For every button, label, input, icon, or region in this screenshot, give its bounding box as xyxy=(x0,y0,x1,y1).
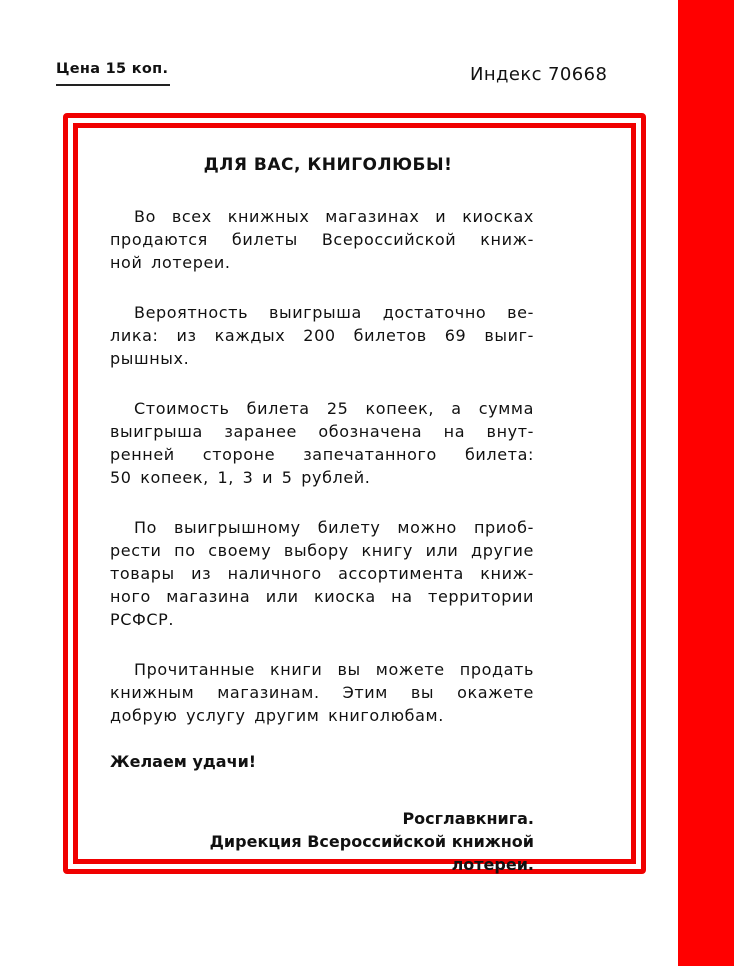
paragraph-line: рести по своему выбору книгу или другие xyxy=(110,541,534,560)
notice-content xyxy=(110,155,534,876)
paragraph-line: добрую услугу другим книголюбам. xyxy=(110,706,444,725)
price-label: Цена 15 коп. xyxy=(56,61,169,77)
red-edge-strip xyxy=(678,0,734,966)
paragraph-4 xyxy=(110,516,534,631)
paragraph-line: 50 копеек, 1, 3 и 5 рублей. xyxy=(110,468,371,487)
index-label: Индекс 70668 xyxy=(470,64,608,85)
paragraph-line: рышных. xyxy=(110,349,190,368)
paragraph-line: Стоимость билета 25 копеек, а сумма xyxy=(134,399,534,418)
paragraph-line: ного магазина или киоска на территории xyxy=(110,587,534,606)
paragraph-line: Вероятность выигрыша достаточно ве- xyxy=(134,303,534,322)
paragraph-line: лика: из каждых 200 билетов 69 выиг- xyxy=(110,326,534,345)
paragraph-line: ной лотереи. xyxy=(110,253,231,272)
signature-line: лотереи. xyxy=(451,855,534,874)
paragraph-3 xyxy=(110,397,534,489)
paragraph-line: продаются билеты Всероссийской книж- xyxy=(110,230,534,249)
paragraph-line: Прочитанные книги вы можете продать xyxy=(134,660,534,679)
signature-block xyxy=(110,807,534,876)
good-luck-wish: Желаем удачи! xyxy=(110,752,257,771)
notice-title: ДЛЯ ВАС, КНИГОЛЮБЫ! xyxy=(203,155,453,175)
paragraph-line: ренней стороне запечатанного билета: xyxy=(110,445,534,464)
paragraph-line: По выигрышному билету можно приоб- xyxy=(134,518,534,537)
paragraph-line: товары из наличного ассортимента книж- xyxy=(110,564,534,583)
signature-line: Росглавкнига. xyxy=(402,809,534,828)
price-underline xyxy=(56,84,170,86)
paragraph-line: РСФСР. xyxy=(110,610,175,629)
paragraph-5 xyxy=(110,658,534,727)
paragraph-line: книжным магазинам. Этим вы окажете xyxy=(110,683,534,702)
paragraph-2 xyxy=(110,301,534,370)
paragraph-line: Во всех книжных магазинах и киосках xyxy=(134,207,534,226)
signature-line: Дирекция Всероссийской книжной xyxy=(209,832,534,851)
paragraph-line: выигрыша заранее обозначена на внут- xyxy=(110,422,534,441)
paragraph-1 xyxy=(110,205,534,274)
